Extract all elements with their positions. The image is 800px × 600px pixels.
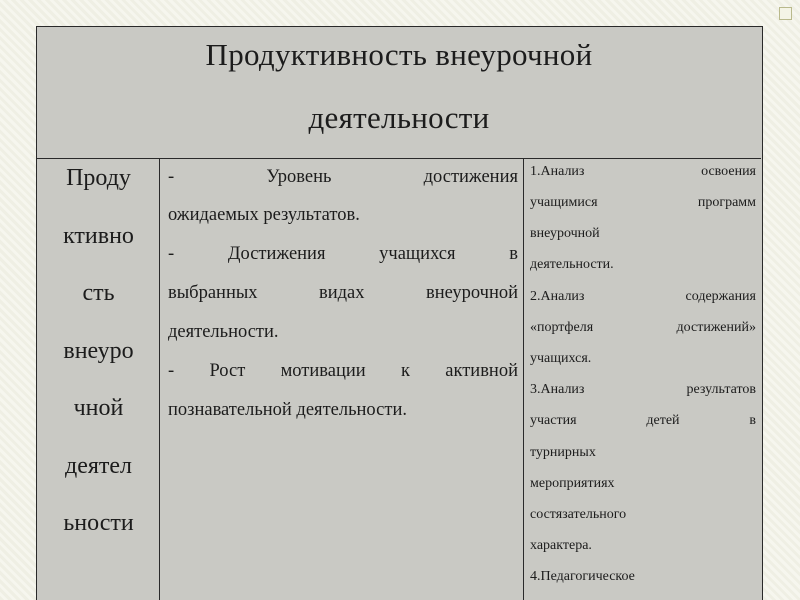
- label-line: ктивно: [63, 223, 134, 249]
- word: Уровень: [266, 167, 332, 187]
- word: учащихся: [379, 244, 456, 264]
- results-line: [168, 205, 518, 226]
- word: детей: [646, 413, 680, 428]
- analysis-line: [530, 569, 756, 585]
- analysis-line: [530, 476, 756, 492]
- results-line: [168, 361, 518, 382]
- analysis-line: [530, 351, 756, 367]
- analysis-line: [530, 382, 756, 398]
- title-line-1: Продуктивность внеурочной: [205, 37, 593, 72]
- word: мероприятиях: [530, 476, 615, 491]
- word: внеурочной: [425, 283, 518, 303]
- word: -: [168, 244, 175, 264]
- word: мотивации: [280, 361, 366, 381]
- column-results: [160, 159, 524, 600]
- word: содержания: [685, 289, 756, 304]
- word: 3.Анализ: [530, 382, 585, 397]
- word: 1.Анализ: [530, 164, 585, 179]
- corner-square-icon: [779, 7, 792, 20]
- results-line: [168, 167, 518, 188]
- word: турнирных: [530, 445, 596, 460]
- content-table: [36, 26, 763, 600]
- label-line: сть: [82, 280, 115, 306]
- analysis-line: [530, 320, 756, 336]
- word: характера.: [530, 538, 592, 553]
- table-header-cell: [37, 27, 761, 159]
- word: программ: [697, 195, 756, 210]
- results-line: [168, 400, 518, 421]
- word: участия: [530, 413, 577, 428]
- word: учащихся.: [530, 351, 592, 366]
- word: деятельности.: [168, 322, 279, 342]
- column-productivity-label: [37, 159, 160, 600]
- word: в: [749, 413, 756, 428]
- label-line: ьности: [63, 510, 134, 536]
- label-line: чной: [73, 395, 124, 421]
- analysis-line: [530, 413, 756, 429]
- word: 4.Педагогическое: [530, 569, 635, 584]
- results-line: [168, 283, 518, 304]
- word: результатов: [686, 382, 756, 397]
- word: достижения: [423, 167, 518, 187]
- analysis-line: [530, 164, 756, 180]
- word: Достижения: [227, 244, 326, 264]
- word: активной: [445, 361, 518, 381]
- label-line: внеуро: [63, 338, 134, 364]
- analysis-line: [530, 538, 756, 554]
- results-line: [168, 322, 518, 343]
- word: ожидаемых результатов.: [168, 205, 360, 225]
- results-line: [168, 244, 518, 265]
- word: внеурочной: [530, 226, 600, 241]
- word: Рост: [209, 361, 246, 381]
- column-analysis: [524, 159, 761, 600]
- word: -: [168, 167, 175, 187]
- word: деятельности.: [530, 257, 614, 272]
- word: выбранных: [168, 283, 258, 303]
- analysis-line: [530, 445, 756, 461]
- title-line-2: деятельности: [308, 100, 490, 135]
- analysis-line: [530, 226, 756, 242]
- word: достижений»: [676, 320, 756, 335]
- analysis-line: [530, 257, 756, 273]
- label-line: деятел: [64, 453, 133, 479]
- analysis-line: [530, 195, 756, 211]
- word: видах: [319, 283, 365, 303]
- word: познавательной деятельности.: [168, 400, 407, 420]
- label-line: Проду: [66, 165, 131, 191]
- word: освоения: [701, 164, 756, 179]
- word: к: [400, 361, 410, 381]
- analysis-line: [530, 289, 756, 305]
- word: 2.Анализ: [530, 289, 585, 304]
- word: -: [168, 361, 175, 381]
- word: состязательного: [530, 507, 627, 522]
- word: учащимися: [530, 195, 598, 210]
- word: в: [509, 244, 518, 264]
- analysis-line: [530, 507, 756, 523]
- word: «портфеля: [530, 320, 594, 335]
